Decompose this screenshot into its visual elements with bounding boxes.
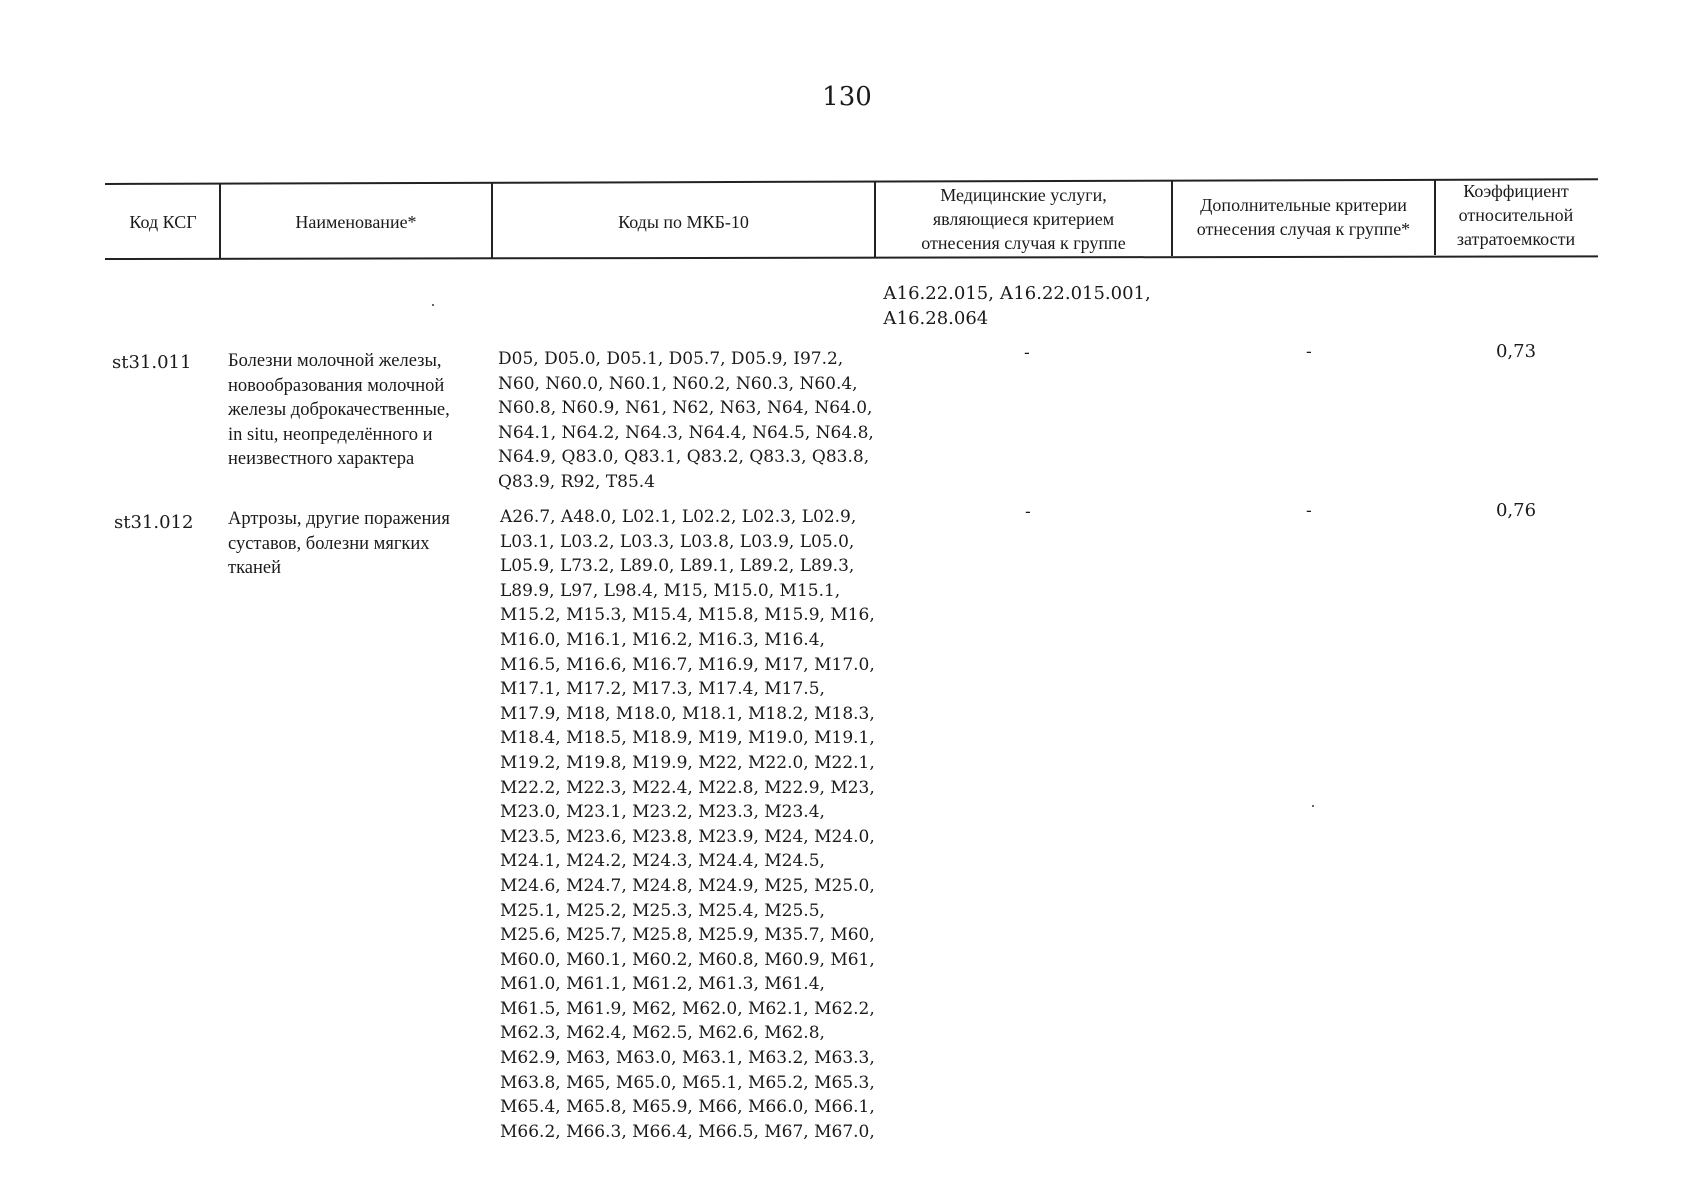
header-additional: Дополнительные критерии отнесения случая к группе*: [1196, 195, 1411, 239]
header-mkb-codes: Коды по МКБ-10: [618, 212, 749, 232]
header-bottom-rule: [105, 255, 1598, 260]
scan-speck: [1312, 805, 1314, 807]
row-services: -: [1024, 343, 1030, 363]
row-name: Артрозы, другие поражения суставов, болезни мягких тканей: [228, 509, 450, 579]
row-mkb-codes: D05, D05.0, D05.1, D05.7, D05.9, I97.2, N60, N60.0, N60.1, N60.2, N60.3, N60.4, N60.8, N60.9, N61, N62, N63, N64, N64.0, N64.1, N64.2, N64.3, N64.4, N64.5, N64.8, N64.9, Q83.0, Q83.1, Q83.2, Q83.3, Q83.8, Q83.9, R92, T85.4: [498, 349, 874, 492]
header-ksg-code: Код КСГ: [129, 212, 197, 232]
scan-speck: [432, 304, 434, 306]
row-services: -: [1025, 502, 1031, 522]
row-additional: -: [1306, 342, 1312, 362]
row-ksg-code: st31.012: [114, 512, 194, 533]
row-mkb-codes: A26.7, A48.0, L02.1, L02.2, L02.3, L02.9, L03.1, L03.2, L03.3, L03.8, L03.9, L05.0, L05.9, L73.2, L89.0, L89.1, L89.2, L89.3, L89.9, L97, L98.4, M15, M15.0, M15.1, M15.2, M15.3, M15.4, M15.8, M15.9, M16, M16.0, M16.1, M16.2, M16.3, M16.4, M16.5, M16.6, M16.7, M16.9, M17, M17.0, M17.1, M17.2, M17.3, M17.4, M17.5, M17.9, M18, M18.0, M18.1, M18.2, M18.3, M18.4, M18.5, M18.9, M19, M19.0, M19.1, M19.2, M19.8, M19.9, M22, M22.0, M22.1, M22.2, M22.3, M22.4, M22.8, M22.9, M23, M23.0, M23.1, M23.2, M23.3, M23.4, M23.5, M23.6, M23.8, M23.9, M24, M24.0, M24.1, M24.2, M24.3, M24.4, M24.5, M24.6, M24.7, M24.8, M24.9, M25, M25.0, M25.1, M25.2, M25.3, M25.4, M25.5, M25.6, M25.7, M25.8, M25.9, M35.7, M60, M60.0, M60.1, M60.2, M60.8, M60.9, M61, M61.0, M61.1, M61.2, M61.3, M61.4, M61.5, M61.9, M62, M62.0, M62.1, M62.2, M62.3, M62.4, M62.5, M62.6, M62.8, M62.9, M63, M63.0, M63.1, M63.2, M63.3, M63.8, M65, M65.0, M65.1, M65.2, M65.3, M65.4, M65.8, M65.9, M66, M66.0, M66.1, M66.2, M66.3, M66.4, M66.5, M67, M67.0,: [500, 507, 875, 1142]
row-coefficient: 0,76: [1495, 500, 1537, 521]
header-services: Медицинские услуги, являющиеся критерием отнесения случая к группе: [921, 185, 1126, 253]
header-name: Наименование*: [295, 212, 417, 232]
page-number: 130: [822, 82, 872, 112]
row-coefficient: 0,73: [1495, 341, 1537, 362]
row-ksg-code: st31.011: [112, 352, 192, 373]
services-continuation: А16.22.015, А16.22.015.001, А16.28.064: [883, 283, 1151, 329]
row-additional: -: [1306, 501, 1312, 521]
header-coefficient: Коэффициент относительной затратоемкости: [1456, 181, 1576, 249]
row-name: Болезни молочной железы, новообразования молочной железы доброкачественные, in situ, неопределённого и неизвестного характера: [228, 351, 450, 470]
header-top-rule: [105, 178, 1598, 185]
